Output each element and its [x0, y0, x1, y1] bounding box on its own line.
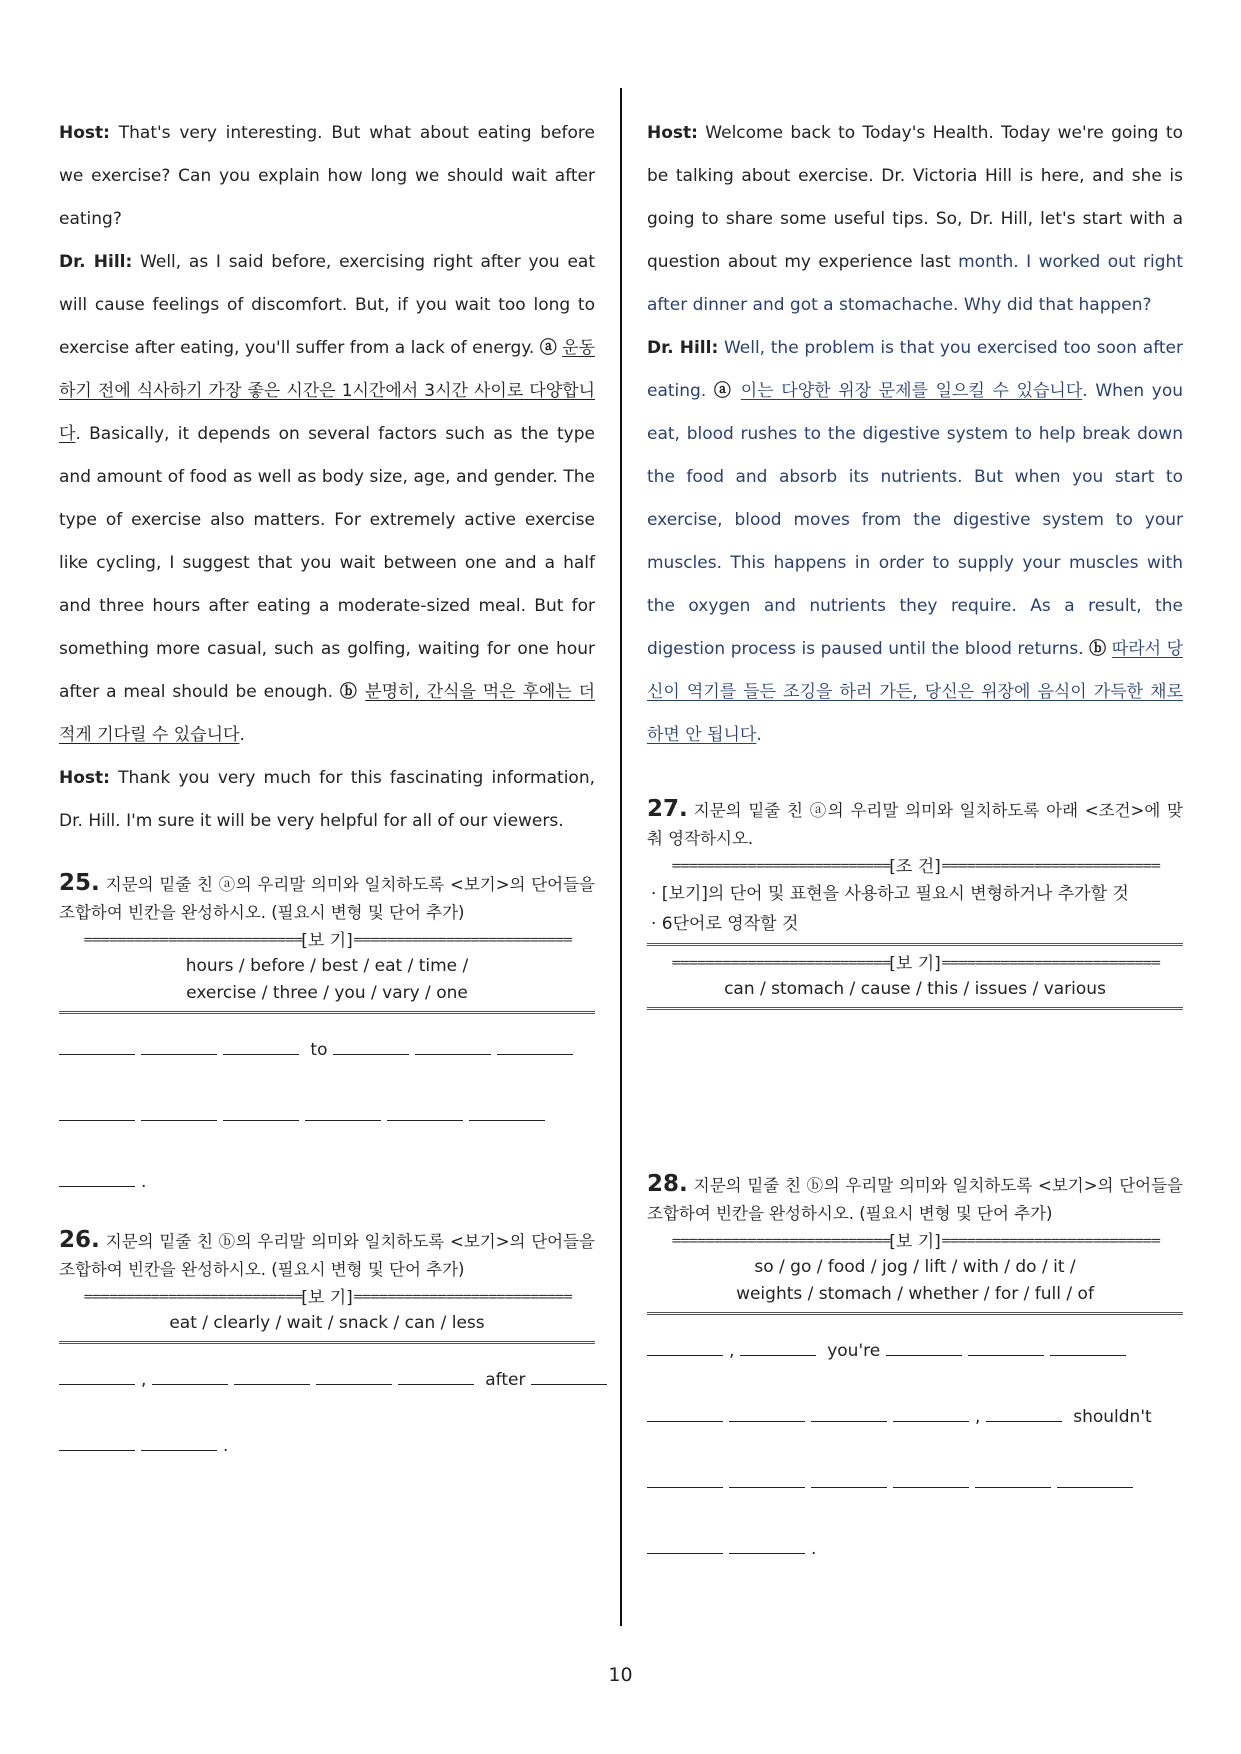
speaker-label: Host:: [647, 123, 698, 143]
question-25: [59, 869, 595, 1194]
answer-line[interactable]: , after: [59, 1368, 595, 1392]
speaker-label: Dr. Hill:: [59, 252, 133, 272]
answer-line[interactable]: to: [59, 1038, 595, 1062]
dialogue-paragraph: [647, 327, 1183, 757]
speaker-label: Host:: [59, 768, 110, 788]
answer-line[interactable]: , shouldn't: [647, 1405, 1183, 1429]
marker-label: ⓐ: [713, 381, 734, 401]
question-instruction: 지문의 밑줄 친 ⓐ의 우리말 의미와 일치하도록 아래 <조건>에 맞춰 영작하시오.: [647, 801, 1183, 848]
answer-line[interactable]: [647, 1471, 1183, 1495]
dialogue-text: Thank you very much for this fascinating information, Dr. Hill. I'm sure it will be very helpful for all of our viewers.: [59, 768, 596, 831]
question-27: [647, 795, 1183, 1010]
box-rule: [647, 1312, 1183, 1315]
right-column: [647, 112, 1183, 1603]
answer-line[interactable]: .: [59, 1170, 595, 1194]
dialogue-text: . Basically, it depends on several factors such as the type and amount of food as well as body size, age, and gender. The type of exercise also matters. For extremely active exercise like cycling, I suggest that you wait between one and a half and three hours after eating a moderate-sized meal. But for something more casual, such as golfing, waiting for one hour after a meal should be enough.: [59, 424, 595, 702]
dialogue-text: .: [239, 725, 245, 745]
dialogue-text: [733, 381, 741, 401]
box-title: ==========================[보 기]==========================: [83, 931, 571, 951]
question-number: 25.: [59, 870, 100, 896]
left-column: [59, 112, 595, 1500]
answer-line[interactable]: [59, 1104, 595, 1128]
question-instruction: 지문의 밑줄 친 ⓑ의 우리말 의미와 일치하도록 <보기>의 단어들을 조합하여 빈칸을 완성하시오. (필요시 변형 및 단어 추가): [59, 1232, 595, 1279]
marker-label: ⓑ: [339, 682, 359, 702]
question-28-prompt: [647, 1170, 1183, 1228]
question-25-prompt: [59, 869, 595, 927]
word-box-line: eat / clearly / wait / snack / can / less: [169, 1313, 485, 1333]
dialogue-paragraph: [647, 112, 1183, 327]
right-passage: [647, 112, 1183, 757]
dialogue-text: 운동하기 전에 식사하기 가장 좋은 시간은 1시간에서 3시간 사이로 다양합니다: [59, 338, 596, 444]
question-instruction: 지문의 밑줄 친 ⓐ의 우리말 의미와 일치하도록 <보기>의 단어들을 조합하여 빈칸을 완성하시오. (필요시 변형 및 단어 추가): [59, 875, 595, 922]
box-rule: [647, 1007, 1183, 1010]
condition-item: · 6단어로 영작할 것: [651, 914, 799, 934]
dialogue-paragraph: [59, 757, 595, 843]
word-box-line: can / stomach / cause / this / issues / various: [724, 979, 1106, 999]
word-box-line: weights / stomach / whether / for / full / of: [736, 1284, 1094, 1304]
box-title: ==========================[보 기]==========================: [83, 1288, 571, 1308]
dialogue-text: Welcome back to Today's Health. Today we're going to be talking about exercise. Dr. Victoria Hill is here, and she is going to share some useful tips. So, Dr. Hill, let's start with a question about my experience last: [647, 123, 1183, 272]
word-box-line: so / go / food / jog / lift / with / do / it /: [754, 1257, 1076, 1277]
dialogue-text: month. I worked out right after dinner and got a stomachache. Why did that happen?: [647, 252, 1183, 315]
dialogue-text: 분명히, 간식을 먹은 후에는 더 적게 기다릴 수 있습니다: [59, 682, 596, 745]
dialogue-text: That's very interesting. But what about eating before we exercise? Can you explain how long we should wait after eating?: [59, 123, 595, 229]
speaker-label: Dr. Hill:: [647, 338, 719, 358]
question-number: 27.: [647, 796, 688, 822]
dialogue-text: 따라서 당신이 역기를 들든 조깅을 하러 가든, 당신은 위장에 음식이 가득한 채로 하면 안 됩니다: [647, 639, 1183, 745]
question-27-prompt: [647, 795, 1183, 853]
question-26: [59, 1226, 595, 1458]
left-passage: [59, 112, 595, 843]
column-divider: [620, 88, 622, 1626]
question-number: 28.: [647, 1171, 688, 1197]
question-instruction: 지문의 밑줄 친 ⓑ의 우리말 의미와 일치하도록 <보기>의 단어들을 조합하여 빈칸을 완성하시오. (필요시 변형 및 단어 추가): [647, 1176, 1183, 1223]
question-26-prompt: [59, 1226, 595, 1284]
dialogue-text: 이는 다양한 위장 문제를 일으킬 수 있습니다: [740, 381, 1083, 401]
question-28: [647, 1170, 1183, 1561]
box-rule: [59, 1341, 595, 1344]
box-rule: [647, 943, 1183, 946]
condition-item: · [보기]의 단어 및 표현을 사용하고 필요시 변형하거나 추가할 것: [651, 884, 1129, 904]
box-title: ==========================[보 기]==========================: [671, 954, 1159, 974]
marker-label: ⓐ: [539, 338, 557, 358]
answer-line[interactable]: .: [647, 1537, 1183, 1561]
dialogue-paragraph: [59, 112, 595, 241]
word-box-line: exercise / three / you / vary / one: [186, 983, 468, 1003]
speaker-label: Host:: [59, 123, 110, 143]
answer-line[interactable]: , you're: [647, 1339, 1183, 1363]
dialogue-text: .: [756, 725, 762, 745]
dialogue-text: . When you eat, blood rushes to the digestive system to help break down the food and absorb its nutrients. But when you start to exercise, blood moves from the digestive system to your muscles. This happens in order to supply your muscles with the oxygen and nutrients they require. As a result, the digestion process is paused until the blood returns.: [647, 381, 1184, 659]
box-rule: [59, 1011, 595, 1014]
dialogue-text: Well, as I said before, exercising right after you eat will cause feelings of discomfort. But, if you wait too long to exercise after eating, you'll suffer from a lack of energy.: [59, 252, 595, 358]
answer-line[interactable]: .: [59, 1434, 595, 1458]
page-number: 10: [608, 1664, 633, 1686]
word-box-line: hours / before / best / eat / time /: [185, 956, 469, 976]
box-title: ==========================[보 기]==========================: [671, 1232, 1159, 1252]
dialogue-paragraph: [59, 241, 595, 757]
question-number: 26.: [59, 1227, 100, 1253]
condition-title: ==========================[조 건]==========================: [671, 857, 1159, 877]
dialogue-text: Well, the problem is that you exercised too soon after eating.: [647, 338, 1183, 401]
marker-label: ⓑ: [1089, 639, 1107, 659]
